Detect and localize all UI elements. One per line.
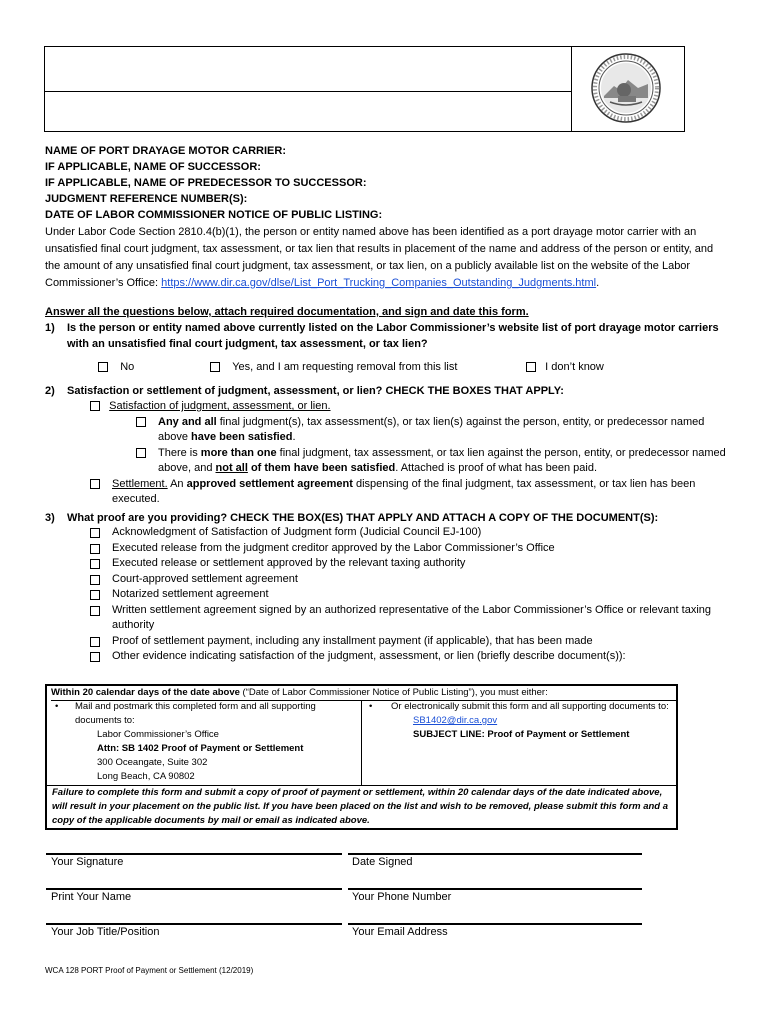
q2-all-satisfied[interactable]: Any and all final judgment(s), tax assessment(s), or tax lien(s) against the person, entity, or predecessor named above have been satisfied. bbox=[136, 415, 726, 445]
q2-partially-satisfied[interactable]: There is more than one final judgment, tax assessment, or tax lien against the person, entity, or predecessor named above, and not all of them have been satisfied. Attached is proof of what has been paid. bbox=[136, 446, 726, 476]
mail-address: Labor Commissioner’s Office Attn: SB 1402 Proof of Payment or Settlement 300 Oceangate, Suite 302 Long Beach, CA 90802 bbox=[97, 729, 304, 782]
q1-dont-know-checkbox[interactable] bbox=[526, 362, 536, 372]
form-footer: WCA 128 PORT Proof of Payment or Settlement (12/2019) bbox=[45, 966, 254, 975]
q3-checkbox[interactable] bbox=[90, 544, 100, 554]
q1-option-yes[interactable]: Yes, and I am requesting removal from this list bbox=[210, 360, 457, 375]
carrier-name-label: NAME OF PORT DRAYAGE MOTOR CARRIER: bbox=[45, 145, 287, 157]
q2-partially-satisfied-checkbox[interactable] bbox=[136, 448, 146, 458]
print-name-field[interactable]: Print Your Name bbox=[51, 891, 132, 903]
deadline-box bbox=[45, 684, 678, 830]
state-seal-icon bbox=[590, 52, 662, 124]
column-divider bbox=[361, 700, 362, 785]
instructions: Answer all the questions below, attach required documentation, and sign and date this form. bbox=[45, 306, 529, 318]
public-list-link[interactable]: https://www.dir.ca.gov/dlse/List_Port_Trucking_Companies_Outstanding_Judgments.html bbox=[161, 277, 597, 289]
intro-text: Under Labor Code Section 2810.4(b)(1), the person or entity named above has been identified as a port drayage motor carrier with an unsatisfied final court judgment, tax assessment, or tax lien that results in placement of the name and address of the person or entity, and the amount of any unsatisfied final court judgment, tax assessment, or tax lien, on a publicly available list on the website of the Labor Commissioner’s Office: bbox=[45, 226, 714, 289]
q2-all-satisfied-checkbox[interactable] bbox=[136, 417, 146, 427]
q2-settlement[interactable]: Settlement. An approved settlement agreement dispensing of the final judgment, tax assessment, or tax lien has been executed. bbox=[90, 477, 726, 507]
q3-item[interactable]: Executed release or settlement approved by the relevant taxing authority bbox=[90, 556, 726, 572]
q1-option-no[interactable]: No bbox=[98, 360, 134, 375]
name-line bbox=[46, 888, 342, 890]
q3-item[interactable]: Proof of settlement payment, including any installment payment (if applicable), that has been made bbox=[90, 634, 726, 650]
question-3: 3) What proof are you providing? CHECK THE BOX(ES) THAT APPLY AND ATTACH A COPY OF THE DOCUMENT(S): bbox=[45, 512, 659, 524]
question-1: 1) Is the person or entity named above currently listed on the Labor Commissioner’s website list of port drayage motor carriers with an unsatisfied final court judgment, tax assessment, or tax lien? bbox=[45, 322, 719, 350]
q3-checkbox[interactable] bbox=[90, 652, 100, 662]
judgment-reference-label: JUDGMENT REFERENCE NUMBER(S): bbox=[45, 193, 248, 205]
q2-satisfaction-checkbox[interactable] bbox=[90, 401, 100, 411]
title-line bbox=[46, 923, 342, 925]
phone-line bbox=[348, 888, 642, 890]
q3-proof-list bbox=[90, 525, 726, 665]
deadline-header: Within 20 calendar days of the date above (“Date of Labor Commissioner Notice of Public Listing”), you must either: bbox=[51, 686, 676, 701]
notice-date-label: DATE OF LABOR COMMISSIONER NOTICE OF PUBLIC LISTING: bbox=[45, 209, 383, 221]
date-signed-field[interactable]: Date Signed bbox=[352, 856, 413, 868]
email-field[interactable]: Your Email Address bbox=[352, 926, 448, 938]
successor-name-label: IF APPLICABLE, NAME OF SUCCESSOR: bbox=[45, 161, 261, 173]
header-field-bottom[interactable] bbox=[44, 91, 572, 132]
q3-checkbox[interactable] bbox=[90, 637, 100, 647]
q3-item[interactable]: Acknowledgment of Satisfaction of Judgment form (Judicial Council EJ-100) bbox=[90, 525, 726, 541]
q3-checkbox[interactable] bbox=[90, 606, 100, 616]
q1-yes-checkbox[interactable] bbox=[210, 362, 220, 372]
q1-no-checkbox[interactable] bbox=[98, 362, 108, 372]
q3-item[interactable]: Notarized settlement agreement bbox=[90, 587, 726, 603]
signature-line bbox=[46, 853, 342, 855]
q3-item[interactable]: Other evidence indicating satisfaction of the judgment, assessment, or lien (briefly describe document(s)): bbox=[90, 649, 726, 665]
q3-item[interactable]: Executed release from the judgment creditor approved by the Labor Commissioner’s Office bbox=[90, 541, 726, 557]
header-fields bbox=[45, 143, 382, 223]
mail-option: • Mail and postmark this completed form and all supporting documents to: Labor Commissioner’s Office Attn: SB 1402 Proof of Payment or Settlement 300 Oceangate, Suite 302 Long Beach, CA 90802 bbox=[55, 700, 355, 784]
q3-item[interactable]: Court-approved settlement agreement bbox=[90, 572, 726, 588]
email-link[interactable]: SB1402@dir.ca.gov bbox=[413, 715, 498, 726]
phone-field[interactable]: Your Phone Number bbox=[352, 891, 452, 903]
deadline-warning: Failure to complete this form and submit a copy of proof of payment or settlement, within 20 calendar days of the date indicated above, will result in your placement on the public list. If you have been placed on the list and wish to be removed, please submit this form and a copy of the applicable documents by mail or email as indicated above. bbox=[52, 787, 669, 826]
q3-checkbox[interactable] bbox=[90, 575, 100, 585]
intro-paragraph: Under Labor Code Section 2810.4(b)(1), the person or entity named above has been identified as a port drayage motor carrier with an unsatisfied final court judgment, tax assessment, or tax lien that results in placement of the name and address of the person or entity, and the amount of any unsatisfied final court judgment, tax assessment, or tax lien, on a publicly available list on the website of the Labor Commissioner’s Office: https://www.dir.ca.gov/dlse/List_Port_Trucking_Companies_Outstanding_Judgments.html. bbox=[45, 226, 714, 289]
q3-checkbox[interactable] bbox=[90, 559, 100, 569]
q2-satisfaction[interactable]: Satisfaction of judgment, assessment, or lien. bbox=[90, 399, 331, 414]
q2-settlement-checkbox[interactable] bbox=[90, 479, 100, 489]
q3-item[interactable]: Written settlement agreement signed by an authorized representative of the Labor Commissioner’s Office or relevant taxing authority bbox=[90, 603, 726, 634]
question-2: 2) Satisfaction or settlement of judgment, assessment, or lien? CHECK THE BOXES THAT APPLY: bbox=[45, 385, 564, 397]
header-field-top[interactable] bbox=[44, 46, 572, 92]
q3-checkbox[interactable] bbox=[90, 528, 100, 538]
q3-checkbox[interactable] bbox=[90, 590, 100, 600]
q1-option-dont-know[interactable]: I don’t know bbox=[526, 360, 604, 375]
job-title-field[interactable]: Your Job Title/Position bbox=[51, 926, 160, 938]
predecessor-name-label: IF APPLICABLE, NAME OF PREDECESSOR TO SUCCESSOR: bbox=[45, 177, 367, 189]
email-line bbox=[348, 923, 642, 925]
date-line bbox=[348, 853, 642, 855]
email-option: • Or electronically submit this form and all supporting documents to: SB1402@dir.ca.gov SUBJECT LINE: Proof of Payment or Settlement bbox=[369, 701, 669, 740]
signature-field[interactable]: Your Signature bbox=[51, 856, 124, 868]
